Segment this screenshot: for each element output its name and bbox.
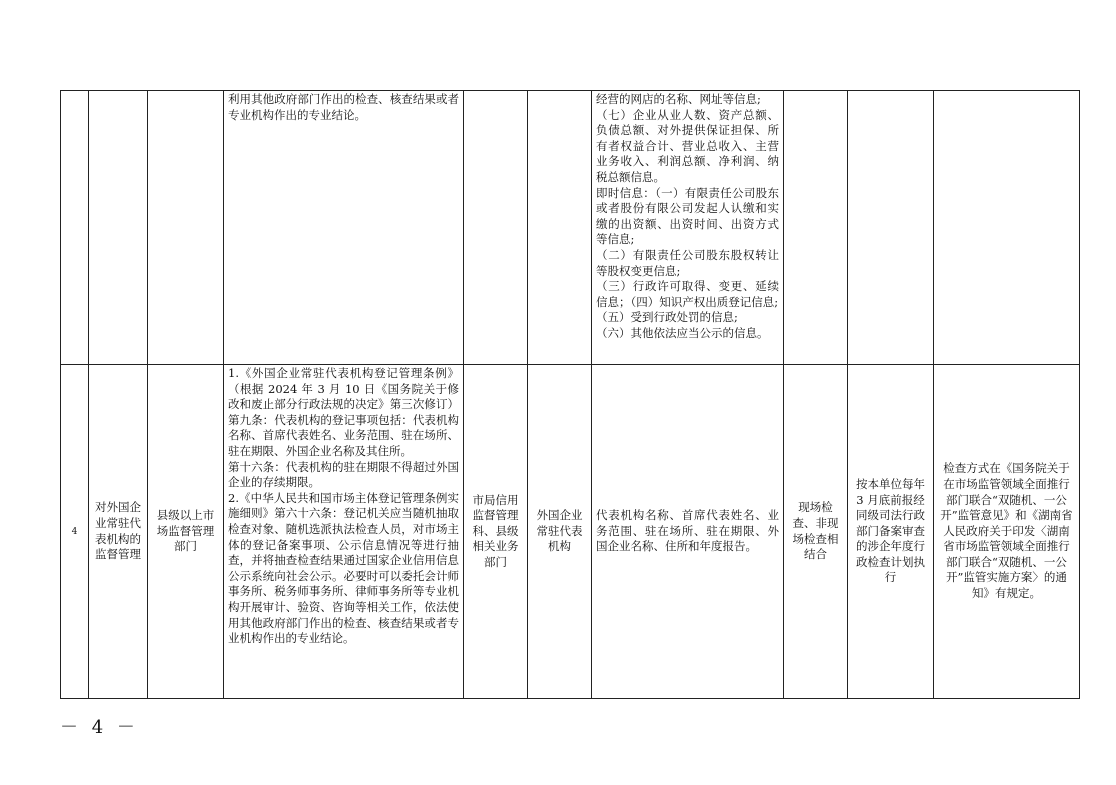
row-number: 4 — [71, 526, 78, 537]
basis-text: 1.《外国企业常驻代表机构登记管理条例》（根据 2024 年 3 月 10 日《国务院关于修改和废止部分行政法规的决定》第三次修订）第九条：代表机构的登记事项包括：代表机构名称、首席代表姓名、业务范围、驻在场所、驻在期限、外国企业名称及其住所。 第十六条：代表机构的驻在期限不得超过外国企业的存续期限。 2.《中华人民共和国市场主体登记管理条例实施细则》第六十六条：登记机关应当随机抽取检查对象、随机选派执法检查人员，对市场主体的登记备案事项、公示信息情况等进行抽查，并将抽查检查结果通过国家企业信用信息公示系统向社会公示。必要时可以委托会计师事务所、税务师事务所、律师事务所等专业机构开展审计、验资、咨询等相关工作，依法使用其他政府部门作出的检查、核查结果或者专业机构作出的专业结论。 — [228, 366, 459, 646]
content-cell — [592, 365, 784, 699]
content-text: 代表机构名称、首席代表姓名、业务范围、驻在场所、驻在期限、外国企业名称、住所和年度报告。 — [596, 508, 779, 554]
method-text: 现场检查、非现场检查相结合 — [792, 500, 839, 562]
method-cell — [784, 365, 848, 699]
frequency-cell — [848, 91, 934, 365]
object-cell — [528, 91, 592, 365]
item-cell — [89, 365, 148, 699]
remark-text: 检查方式在《国务院关于在市场监管领域全面推行部门联合“双随机、一公开”监管意见》和《湖南省人民政府关于印发〈湖南省市场监管领域全面推行部门联合“双随机、一公开”监管实施方案〉的通知》有规定。 — [940, 461, 1073, 601]
content-text: 经营的网店的名称、网址等信息; （七）企业从业人数、资产总额、负债总额、对外提供保证担保、所有者权益合计、营业总收入、主营业务收入、利润总额、净利润、纳税总额信息。 即时信息：（一）有限责任公司股东或者股份有限公司发起人认缴和实缴的出资额、出资时间、出资方式等信息; （二）有限责任公司股东股权转让等股权变更信息; （三）行政许可取得、变更、延续信息；（四）知识产权出质登记信息; （五）受到行政处罚的信息; （六）其他依法应当公示的信息。 — [596, 92, 779, 340]
content-cell — [592, 91, 784, 365]
table-row — [61, 365, 1080, 699]
department-text: 市局信用监督管理科、县级相关业务部门 — [472, 492, 519, 569]
remark-cell — [934, 365, 1080, 699]
object-text: 外国企业常驻代表机构 — [536, 508, 583, 554]
department-cell — [464, 91, 528, 365]
subject-text: 县级以上市场监督管理部门 — [156, 508, 215, 554]
basis-text: 利用其他政府部门作出的检查、核查结果或者专业机构作出的专业结论。 — [228, 92, 459, 122]
item-text: 对外国企业常驻代表机构的监督管理 — [95, 500, 141, 562]
subject-cell — [148, 91, 224, 365]
method-cell — [784, 91, 848, 365]
frequency-cell — [848, 365, 934, 699]
supervision-table — [60, 90, 1080, 699]
object-cell — [528, 365, 592, 699]
number-cell — [61, 365, 89, 699]
basis-cell — [224, 365, 464, 699]
number-cell — [61, 91, 89, 365]
basis-cell — [224, 91, 464, 365]
department-cell — [464, 365, 528, 699]
page-number: － 4 － — [60, 717, 139, 738]
subject-cell — [148, 365, 224, 699]
item-cell — [89, 91, 148, 365]
remark-cell — [934, 91, 1080, 365]
frequency-text: 按本单位每年 3 月底前报经同级司法行政部门备案审查的涉企年度行政检查计划执行 — [856, 476, 925, 585]
table-row — [61, 91, 1080, 365]
